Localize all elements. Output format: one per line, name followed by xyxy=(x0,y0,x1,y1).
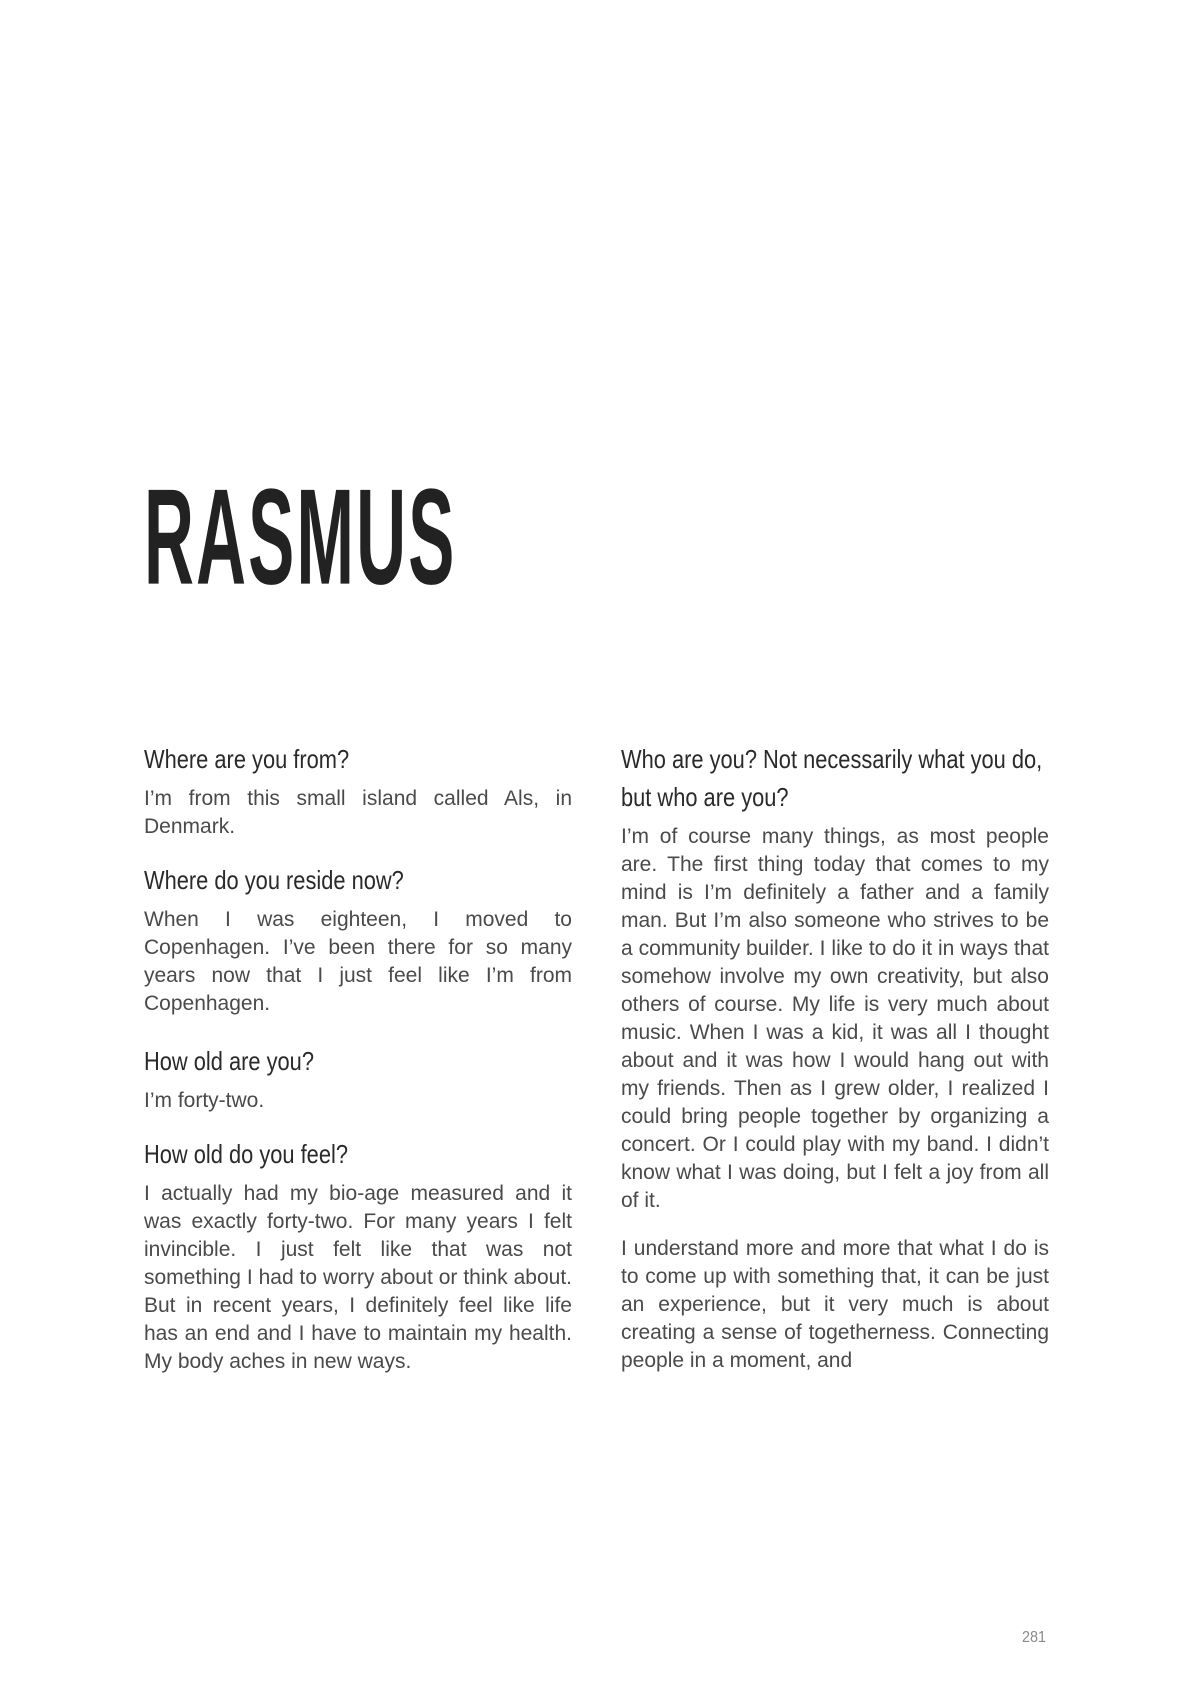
answer-origin: I’m from this small island called Als, in Denmark. xyxy=(144,787,572,838)
question-origin: Where are you from? xyxy=(144,744,350,774)
answer-age: I’m forty-two. xyxy=(144,1089,265,1112)
page-title: RASMUS xyxy=(144,461,457,614)
left-column xyxy=(144,740,572,1400)
question-age: How old are you? xyxy=(144,1046,314,1076)
right-column xyxy=(621,740,1049,1399)
question-felt-age: How old do you feel? xyxy=(144,1139,348,1169)
answer-felt-age: I actually had my bio-age measured and it was exactly forty-two. For many years I felt invincible. I just felt like that was not something I had to worry about or think about. But in recent years, I definitely feel like life has an end and I have to maintain my health. My body aches in new ways. xyxy=(144,1182,572,1373)
page-number: 281 xyxy=(1022,1629,1047,1646)
question-residence: Where do you reside now? xyxy=(144,865,404,895)
answer-identity-paragraph-1: I’m of course many things, as most people are. The first thing today that comes to my mind is I’m definitely a father and a family man. But I’m also someone who strives to be a community builder. I like to do it in ways that somehow involve my own creativity, but also others of course. My life is very much about music. When I was a kid, it was all I thought about and it was how I would hang out with my friends. Then as I grew older, I realized I could bring people together by organizing a concert. Or I could play with my band. I didn’t know what I was doing, but I felt a joy from all of it. xyxy=(621,825,1049,1212)
answer-identity-paragraph-2: I understand more and more that what I do is to come up with something that, it can be just an experience, but it very much is about creating a sense of togetherness. Connecting people in a moment, and xyxy=(621,1237,1049,1372)
question-identity: Who are you? Not necessarily what you do, but who are you? xyxy=(621,744,1043,812)
answer-residence: When I was eighteen, I moved to Copenhagen. I’ve been there for so many years now that I just feel like I’m from Copenhagen. xyxy=(144,908,572,1015)
